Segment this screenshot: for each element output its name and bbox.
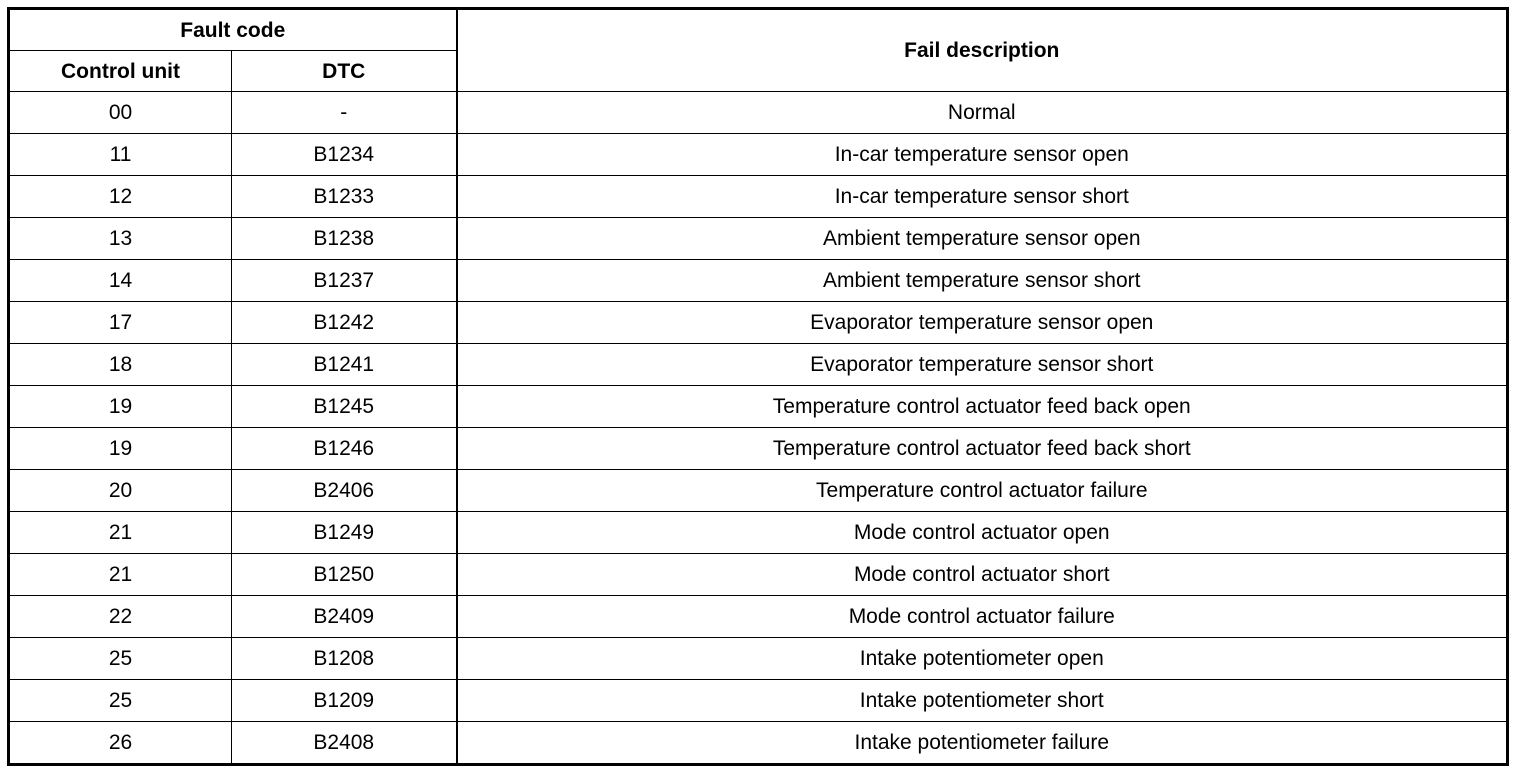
dtc-header: DTC [232,51,457,92]
fail-description-cell: Temperature control actuator feed back open [457,386,1508,428]
table-row [9,680,1508,722]
control-unit-cell: 13 [9,218,232,260]
fail-description-cell: Evaporator temperature sensor open [457,302,1508,344]
fail-description-cell: Intake potentiometer open [457,638,1508,680]
dtc-cell: B1233 [232,176,457,218]
dtc-cell: B2409 [232,596,457,638]
control-unit-cell: 18 [9,344,232,386]
control-unit-cell: 00 [9,92,232,134]
table-row [9,218,1508,260]
dtc-cell: B1242 [232,302,457,344]
fail-description-cell: Mode control actuator open [457,512,1508,554]
fail-description-cell: Intake potentiometer short [457,680,1508,722]
table-row [9,92,1508,134]
table-row [9,260,1508,302]
control-unit-cell: 11 [9,134,232,176]
dtc-cell: B1245 [232,386,457,428]
dtc-cell: B1237 [232,260,457,302]
dtc-cell: B1209 [232,680,457,722]
control-unit-cell: 19 [9,386,232,428]
fail-description-cell: In-car temperature sensor open [457,134,1508,176]
control-unit-cell: 14 [9,260,232,302]
dtc-cell: B1246 [232,428,457,470]
table-row [9,428,1508,470]
fail-description-cell: Intake potentiometer failure [457,722,1508,765]
table-row [9,134,1508,176]
dtc-cell: B1234 [232,134,457,176]
fail-description-cell: In-car temperature sensor short [457,176,1508,218]
table-row [9,176,1508,218]
control-unit-cell: 25 [9,638,232,680]
dtc-cell: B1250 [232,554,457,596]
fail-description-cell: Ambient temperature sensor open [457,218,1508,260]
table-row [9,344,1508,386]
dtc-cell: B1238 [232,218,457,260]
fail-description-cell: Evaporator temperature sensor short [457,344,1508,386]
table-row [9,470,1508,512]
fail-description-cell: Temperature control actuator feed back short [457,428,1508,470]
header-row-top [9,9,1508,51]
control-unit-cell: 22 [9,596,232,638]
fail-description-cell: Normal [457,92,1508,134]
fault-code-table [7,7,1509,766]
dtc-cell: - [232,92,457,134]
control-unit-cell: 20 [9,470,232,512]
fail-description-cell: Mode control actuator short [457,554,1508,596]
table-header [9,9,1508,92]
table-row [9,386,1508,428]
dtc-cell: B2406 [232,470,457,512]
dtc-cell: B2408 [232,722,457,765]
table-row [9,302,1508,344]
table-row [9,554,1508,596]
table-body [9,92,1508,765]
control-unit-cell: 17 [9,302,232,344]
table-row [9,512,1508,554]
dtc-cell: B1249 [232,512,457,554]
fail-description-cell: Ambient temperature sensor short [457,260,1508,302]
fault-code-header: Fault code [9,9,457,51]
control-unit-cell: 19 [9,428,232,470]
control-unit-cell: 12 [9,176,232,218]
table-row [9,722,1508,765]
fail-description-cell: Temperature control actuator failure [457,470,1508,512]
control-unit-cell: 26 [9,722,232,765]
table-row [9,638,1508,680]
table-row [9,596,1508,638]
dtc-cell: B1241 [232,344,457,386]
fail-description-header: Fail description [457,9,1508,92]
control-unit-cell: 21 [9,554,232,596]
fail-description-cell: Mode control actuator failure [457,596,1508,638]
control-unit-cell: 25 [9,680,232,722]
dtc-cell: B1208 [232,638,457,680]
control-unit-cell: 21 [9,512,232,554]
control-unit-header: Control unit [9,51,232,92]
